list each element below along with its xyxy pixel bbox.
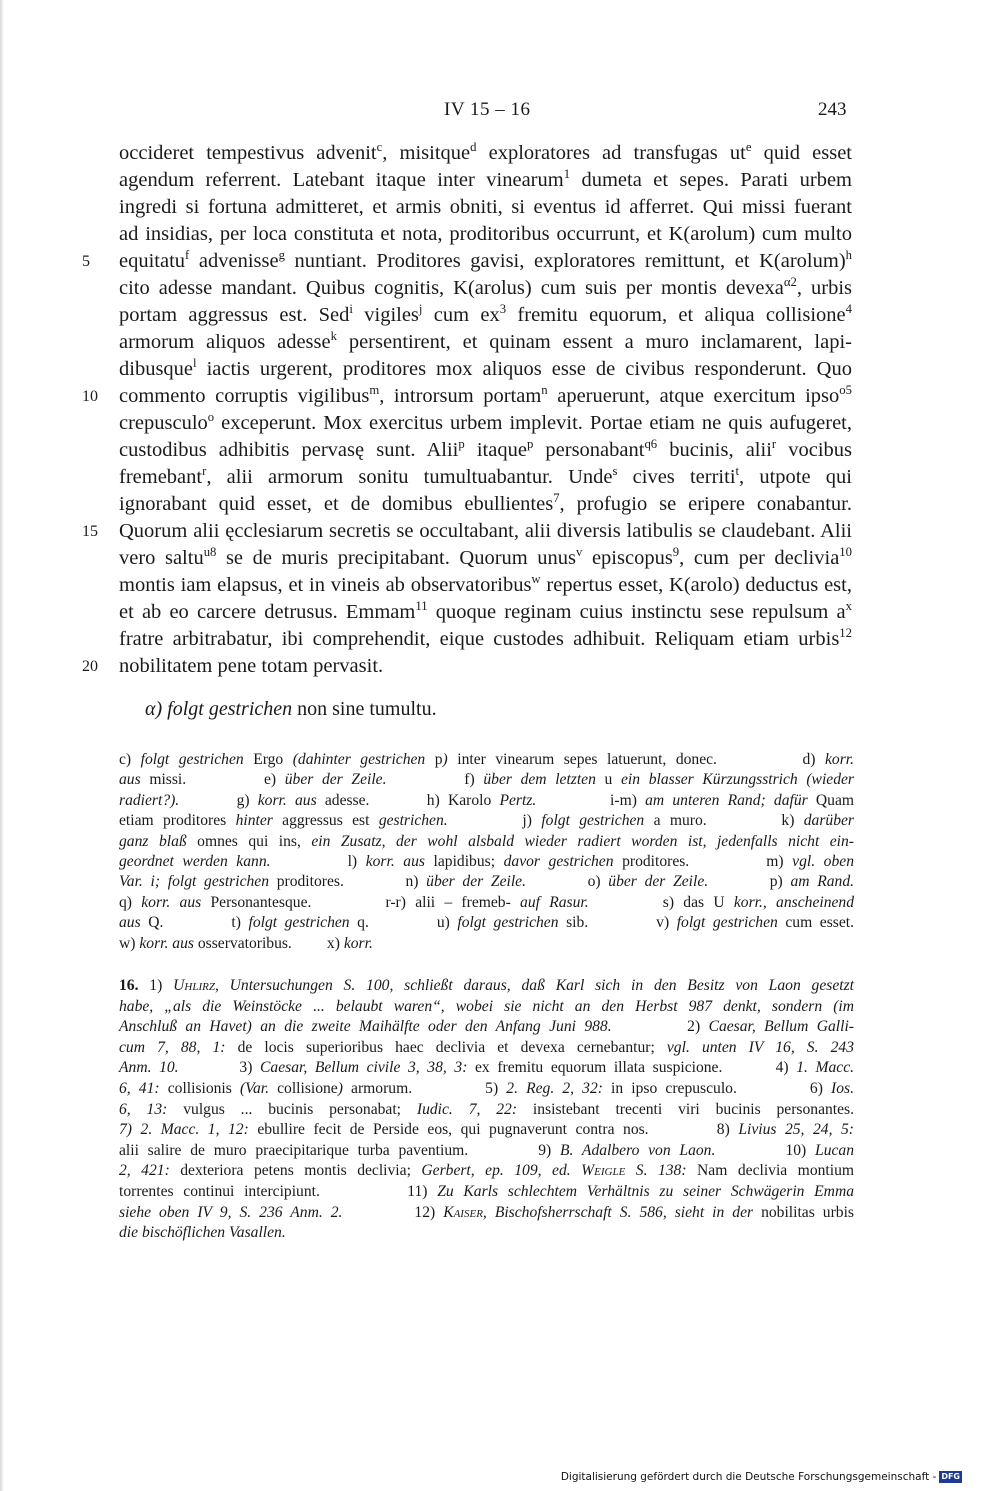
apparatus-line: c) folgt gestrichen Ergo (dahinter gestrichen p) inter vinearum sepes latuerunt, donec. d) korr.: [119, 751, 855, 768]
line-number-5: 5: [82, 253, 90, 270]
source-note-line: Anm. 10. 3) Caesar, Bellum civile 3, 38, 3: ex fremitu equorum illata suspicione. 4) 1. Macc.: [119, 1059, 855, 1077]
main-text-line: vero saltu$^{u8}$ se de muris precipitabant. Quorum unus$^v$ episcopus$^9$, cum per declivia$^{10}$: [119, 545, 852, 569]
source-note-line: Anschluß an Havet) an die zweite Maihälfte oder den Anfang Juni 988. 2) Caesar, Bellum Galli-: [119, 1018, 854, 1036]
apparatus-line: geordnet werden kann. l) korr. aus lapidibus; davor gestrichen proditores. m) vgl. oben: [119, 852, 854, 870]
main-text-line: commento corruptis vigilibus$^m$, introrsum portam$^n$ aperuerunt, atque exercitum ipso$^{o5}$: [119, 383, 852, 407]
main-text-line: ignorabant quid esset, et de domibus ebullientes$^7$, profugio se eripere conabantur.: [119, 491, 852, 515]
main-text-line: ingredi si fortuna admitteret, et armis obniti, si eventus id afferret. Qui missi fuerant: [119, 196, 852, 218]
line-number-10: 10: [82, 388, 98, 405]
main-text-line: ad insidias, per loca constituta et nota, proditoribus occurrunt, et K(arolum) cum multo: [119, 223, 852, 245]
apparatus-line: Var. i; folgt gestrichen proditores. n) über der Zeile. o) über der Zeile. p) am Rand.: [119, 873, 855, 891]
main-text-line: Quorum alii ęcclesiarum secretis se occultabant, alii diversis latibulis se claudebant. Alii: [119, 520, 852, 542]
apparatus-line: radiert?). g) korr. aus adesse. h) Karolo Pertz. i-m) am unteren Rand; dafür Quam: [119, 791, 854, 809]
source-note-line: torrentes continui intercipiunt. 11) Zu Karls schlechtem Verhältnis zu seiner Schwägerin Emma: [119, 1182, 855, 1200]
dfg-logo-icon: DFG: [941, 1472, 960, 1481]
source-note-line: 2, 421: dexteriora petens montis declivia; Gerbert, ep. 109, ed. Weigle S. 138: Nam declivia montium: [119, 1162, 855, 1180]
apparatus-line: etiam proditores hinter aggressus est gestrichen. j) folgt gestrichen a muro. k) darüber: [119, 812, 854, 830]
page-number: 243: [818, 99, 847, 120]
apparatus-line: aus Q. t) folgt gestrichen q. u) folgt gestrichen sib. v) folgt gestrichen cum esset.: [119, 914, 854, 932]
main-text-line: armorum aliquos adesse$^k$ persentirent, et quinam essent a muro inclamarent, lapi-: [119, 329, 852, 353]
apparatus-line: ganz blaß omnes qui ins, ein Zusatz, der wohl alsbald wieder radiert worden ist, jedenfalls nicht ein-: [119, 832, 854, 850]
footer-credit-text: Digitalisierung gefördert durch die Deutsche Forschungsgemeinschaft -: [560, 1471, 937, 1483]
main-text-line: cito adesse mandant. Quibus cognitis, K(arolus) cum suis per montis devexa$^{\alpha 2}$, urbis: [119, 275, 853, 299]
main-text-line: montis iam elapsus, et in vineis ab observatoribus$^w$ repertus esset, K(arolo) deductus est,: [119, 572, 852, 596]
apparatus-line: q) korr. aus Personantesque. r-r) alii – fremeb- auf Rasur. s) das U korr., anscheinend: [119, 893, 855, 911]
line-number-15: 15: [82, 523, 98, 540]
main-text-line: agendum referrent. Latebant itaque inter vinearum$^1$ dumeta et sepes. Parati urbem: [119, 167, 852, 191]
main-text-line: et ab eo carcere detrusus. Emmam$^{11}$ quoque reginam cuius instinctu sese repulsum $a^x$: [119, 599, 852, 623]
apparatus-line: w) korr. aus osservatoribus. x) korr.: [119, 934, 373, 952]
running-header: IV 15 – 16: [444, 99, 531, 120]
source-note-line: cum 7, 88, 1: de locis superioribus haec declivia et devexa cernebantur; vgl. unten IV 16, S. 243: [119, 1038, 854, 1056]
source-note-line: die bischöflichen Vasallen.: [119, 1224, 286, 1242]
source-note-line: 6, 41: collisionis (Var. collisione) armorum. 5) 2. Reg. 2, 32: in ipso crepusculo. 6) Ios.: [119, 1079, 854, 1097]
main-text-line: dibusque$^l$ iactis urgerent, proditores mox aliquos esse de civibus responderunt. Quo: [119, 356, 852, 380]
main-text-line: fratre arbitrabatur, ibi comprehendit, eique custodes adhibuit. Reliquam etiam urbis$^{12}$: [119, 626, 852, 650]
source-note-line: 6, 13: vulgus ... bucinis personabat; Iudic. 7, 22: insistebant trecenti viri bucinis personantes.: [119, 1100, 855, 1118]
source-note-line: siehe oben IV 9, S. 236 Anm. 2. 12) Kaiser, Bischofsherrschaft S. 586, sieht in der nobilitas urbis: [119, 1203, 854, 1221]
main-text-line: portam aggressus est. Sed$^i$ vigiles$^j$ cum $ex^3$ fremitu equorum, et aliqua collisione$^4$: [119, 302, 852, 326]
main-text-line: crepusculo$^o$ exceperunt. Mox exercitus urbem implevit. Portae etiam ne quis aufugeret,: [119, 410, 852, 434]
source-apparatus: [119, 976, 854, 1244]
variant-note-alpha: α) folgt gestrichen non sine tumultu.: [145, 698, 437, 720]
footer-credit: [561, 1471, 962, 1483]
critical-apparatus: [119, 750, 854, 954]
source-note-line: 7) 2. Macc. 1, 12: ebullire fecit de Perside eos, qui pugnaverunt contra nos. 8) Livius 25, 24, 5:: [119, 1121, 854, 1139]
line-number-20: 20: [82, 658, 98, 675]
main-text-line: occideret tempestivus advenit$^c$, misitque$^d$ exploratores ad transfugas $ut^e$ quid esset: [119, 140, 852, 164]
apparatus-line: aus missi. e) über der Zeile. f) über dem letzten u ein blasser Kürzungsstrich (wieder: [119, 771, 854, 789]
scan-edge-shadow: [0, 0, 4, 1491]
source-note-line: habe, „als die Weinstöcke ... belaubt waren“, wobei sie nicht an den Herbst 987 denkt, sondern (im: [119, 997, 854, 1015]
main-text-line: custodibus adhibitis pervasę sunt. Alii$^p$ itaque$^p$ personabant$^{q6}$ bucinis, alii$^r$ vocibus: [119, 437, 852, 461]
main-text-line: nobilitatem pene totam pervasit.: [119, 655, 384, 677]
source-note-line: alii salire de muro praecipitarique turba paventium. 9) B. Adalbero von Laon. 10) Lucan: [119, 1141, 854, 1159]
main-text-line: equitatu$^f$ advenisse$^g$ nuntiant. Proditores gavisi, exploratores remittunt, et K(arolum)$^h$: [119, 248, 853, 272]
main-text-block: [119, 140, 852, 680]
main-text-line: fremebant$^r$, alii armorum sonitu tumultuabantur. Unde$^s$ cives territi$^t$, utpote qui: [119, 464, 852, 488]
source-note-line: 16. 1) Uhlirz, Untersuchungen S. 100, schließt daraus, daß Karl sich in den Besitz von Laon gesetzt: [119, 977, 855, 994]
